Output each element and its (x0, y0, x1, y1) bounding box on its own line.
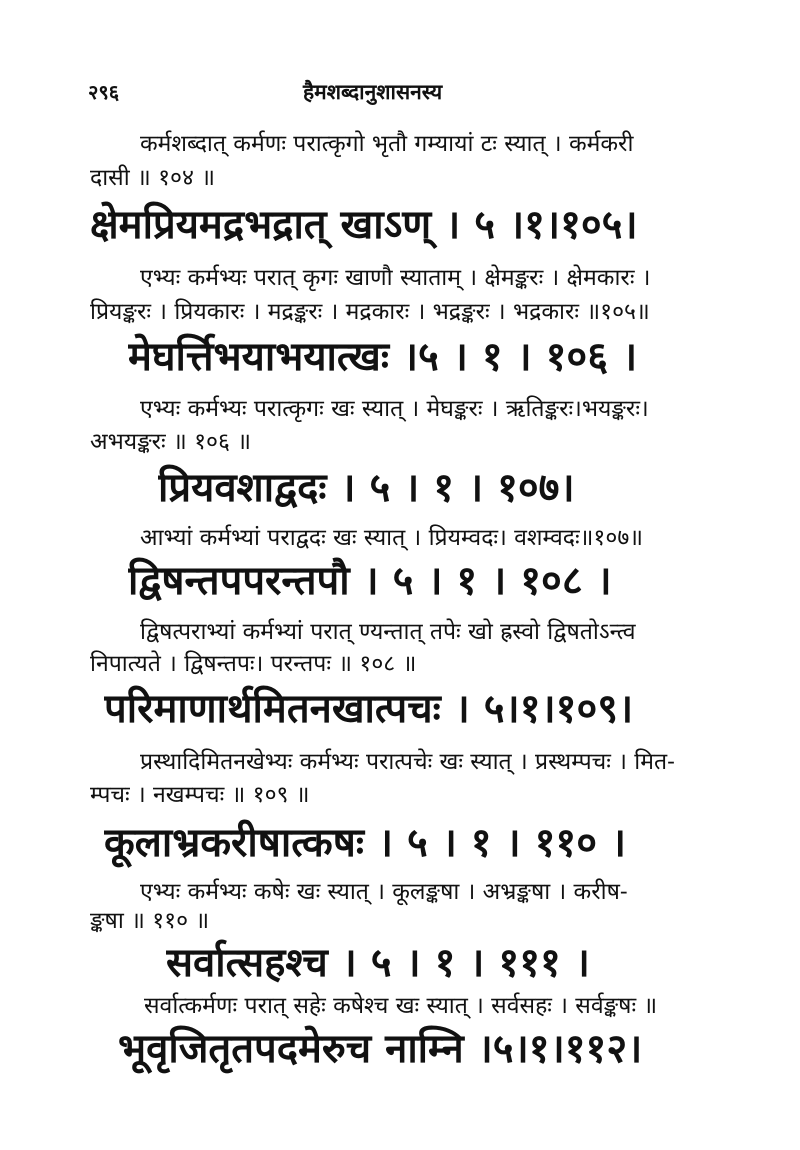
sutra-heading: मेघर्त्तिभयाभयात्खः ।५ । १ । १०६ । (128, 333, 638, 380)
commentary-line: प्रियङ्करः । प्रियकारः । मद्रङ्करः । मद्रकारः । भद्रङ्करः । भद्रकारः ॥१०५॥ (90, 299, 650, 325)
commentary-line: दासी ॥ १०४ ॥ (90, 165, 216, 191)
commentary-line: अभयङ्करः ॥ १०६ ॥ (90, 429, 252, 455)
page-header (88, 78, 718, 108)
sutra-heading: परिमाणार्थमितनखात्पचः । ५।१।१०९। (104, 685, 634, 732)
commentary-line: ङ्कषा ॥ ११० ॥ (90, 908, 210, 934)
commentary-line: प्रस्थादिमितनखेभ्यः कर्मभ्यः परात्पचेः खः स्यात् । प्रस्थम्पचः । मित- (140, 749, 675, 775)
commentary-line: द्विषत्पराभ्यां कर्मभ्यां परात् ण्यन्तात् तपेः खो ह्रस्वो द्विषतोऽन्त्व (140, 619, 636, 645)
commentary-line: म्पचः । नखम्पचः ॥ १०९ ॥ (90, 782, 310, 808)
commentary-line: आभ्यां कर्मभ्यां पराद्वदः खः स्यात् । प्रियम्वदः। वशम्वदः॥१०७॥ (140, 525, 644, 551)
sutra-heading: भूवृजितृतपदमेरुच नाम्नि ।५।१।११२। (118, 1025, 643, 1072)
sutra-heading: कूलाभ्रकरीषात्कषः । ५ । १ । ११० । (104, 819, 627, 866)
commentary-line: एभ्यः कर्मभ्यः परात् कृगः खाणौ स्याताम् । क्षेमङ्करः । क्षेमकारः । (140, 265, 651, 291)
running-title: हैमशब्दानुशासनस्य (303, 79, 443, 104)
sutra-heading: प्रियवशाद्वदः । ५ । १ । १०७। (158, 464, 575, 511)
sutra-heading: क्षेमप्रियमद्रभद्रात् खाऽण् । ५ ।१।१०५। (90, 201, 638, 248)
commentary-line: एभ्यः कर्मभ्यः कषेः खः स्यात् । कूलङ्कषा । अभ्रङ्कषा । करीष- (140, 879, 628, 905)
sutra-heading: द्विषन्तपपरन्तपौ । ५ । १ । १०८ । (128, 557, 612, 604)
commentary-line: एभ्यः कर्मभ्यः परात्कृगः खः स्यात् । मेघङ्करः । ऋतिङ्करः।भयङ्करः। (140, 396, 649, 422)
page-number: २९६ (88, 80, 120, 104)
commentary-line: सर्वात्कर्मणः परात् सहेः कषेश्च खः स्यात् । सर्वसहः । सर्वङ्कषः ॥ (144, 993, 658, 1019)
sutra-heading: सर्वात्सहश्च । ५ । १ । १११ । (166, 939, 590, 986)
commentary-line: निपात्यते । द्विषन्तपः। परन्तपः ॥ १०८ ॥ (90, 651, 417, 677)
commentary-line: कर्मशब्दात् कर्मणः परात्कृगो भृतौ गम्यायां टः स्यात् । कर्मकरी (140, 131, 634, 157)
